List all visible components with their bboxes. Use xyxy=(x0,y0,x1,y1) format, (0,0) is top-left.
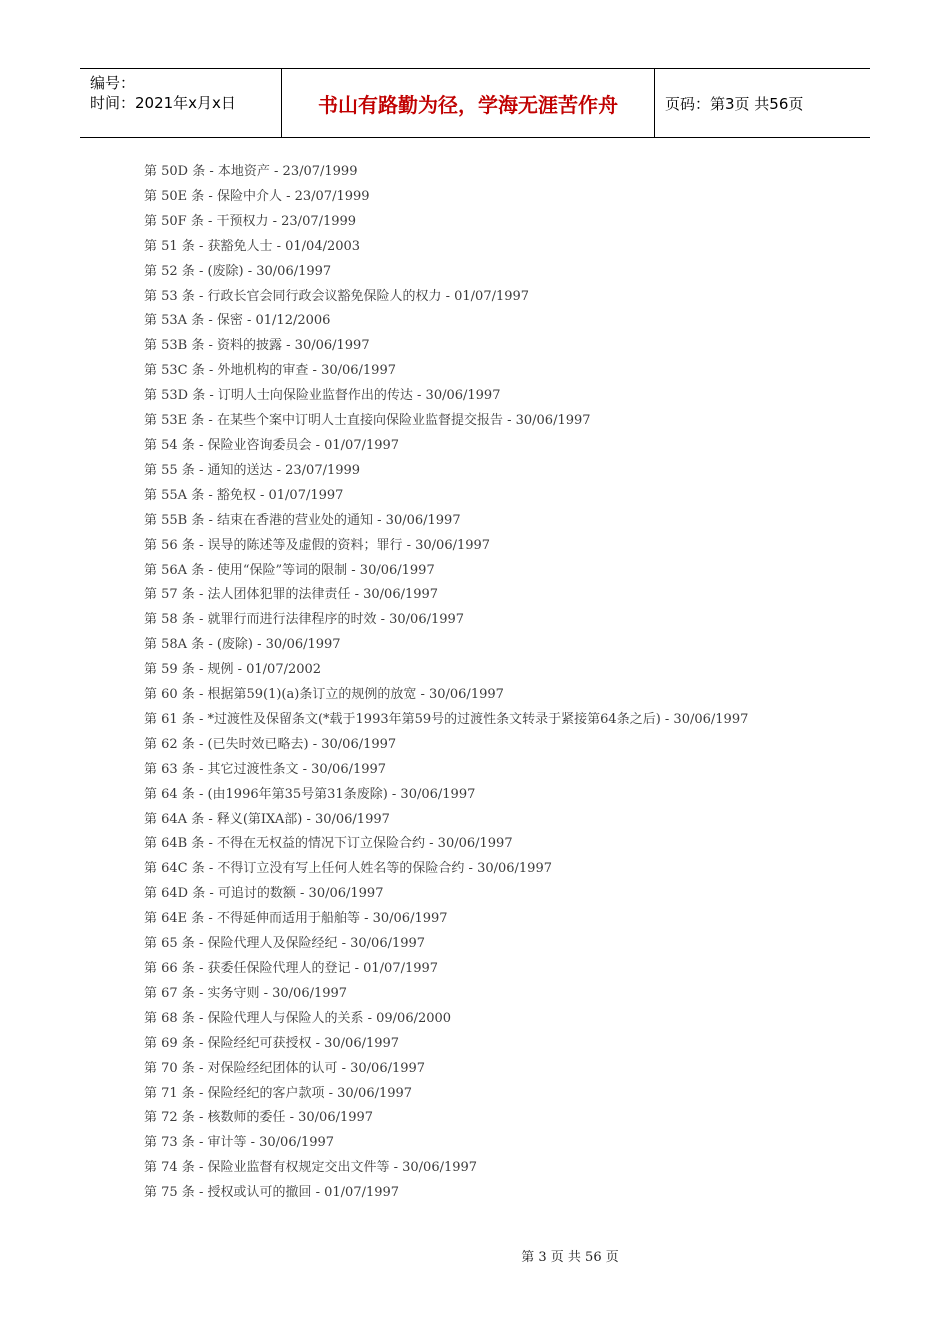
section-list xyxy=(144,160,784,1206)
list-item: 第 55A 条 - 豁免权 - 01/07/1997 xyxy=(144,487,344,503)
list-item: 第 64 条 - (由1996年第35号第31条废除) - 30/06/1997 xyxy=(144,786,476,802)
list-item: 第 53C 条 - 外地机构的审查 - 30/06/1997 xyxy=(144,363,396,379)
list-item: 第 55 条 - 通知的送达 - 23/07/1999 xyxy=(144,462,361,478)
list-item: 第 69 条 - 保险经纪可获授权 - 30/06/1997 xyxy=(144,1035,400,1051)
list-item: 第 56 条 - 误导的陈述等及虚假的资料；罪行 - 30/06/1997 xyxy=(144,537,491,553)
page-info: 页码：第3页 共56页 xyxy=(665,94,804,113)
header-left-cell xyxy=(80,69,282,137)
list-item: 第 66 条 - 获委任保险代理人的登记 - 01/07/1997 xyxy=(144,961,439,976)
list-item: 第 53 条 - 行政长官会同行政会议豁免保险人的权力 - 01/07/1997 xyxy=(144,288,530,304)
list-item: 第 53E 条 - 在某些个案中订明人士直接向保险业监督提交报告 - 30/06/1997 xyxy=(144,413,591,429)
list-item: 第 75 条 - 授权或认可的撤回 - 01/07/1997 xyxy=(144,1185,400,1201)
list-item: 第 64B 条 - 不得在无权益的情况下订立保险合约 - 30/06/1997 xyxy=(144,836,513,852)
list-item: 第 59 条 - 规例 - 01/07/2002 xyxy=(144,662,322,678)
list-item: 第 53D 条 - 订明人士向保险业监督作出的传达 - 30/06/1997 xyxy=(144,388,501,404)
list-item: 第 65 条 - 保险代理人及保险经纪 - 30/06/1997 xyxy=(144,936,426,952)
list-item: 第 58 条 - 就罪行而进行法律程序的时效 - 30/06/1997 xyxy=(144,612,465,628)
list-item: 第 54 条 - 保险业咨询委员会 - 01/07/1997 xyxy=(144,437,400,453)
list-item: 第 52 条 - (废除) - 30/06/1997 xyxy=(144,263,332,279)
list-item: 第 55B 条 - 结束在香港的营业处的通知 - 30/06/1997 xyxy=(144,512,461,528)
list-item: 第 58A 条 - (废除) - 30/06/1997 xyxy=(144,637,341,653)
list-item: 第 64C 条 - 不得订立没有写上任何人姓名等的保险合约 - 30/06/1997 xyxy=(144,861,552,877)
number-label: 编号： xyxy=(90,74,136,92)
date-line: 时间：2021年x月x日 xyxy=(90,94,236,112)
list-item: 第 51 条 - 获豁免人士 - 01/04/2003 xyxy=(144,238,361,254)
list-item: 第 64E 条 - 不得延伸而适用于船舶等 - 30/06/1997 xyxy=(144,911,448,927)
list-item: 第 62 条 - (已失时效已略去) - 30/06/1997 xyxy=(144,736,397,752)
list-item: 第 71 条 - 保险经纪的客户款项 - 30/06/1997 xyxy=(144,1085,413,1101)
list-item: 第 73 条 - 审计等 - 30/06/1997 xyxy=(144,1135,335,1151)
list-item: 第 60 条 - 根据第59(1)(a)条订立的规例的放宽 - 30/06/1997 xyxy=(144,687,504,703)
list-item: 第 53A 条 - 保密 - 01/12/2006 xyxy=(144,313,331,329)
list-item: 第 67 条 - 实务守则 - 30/06/1997 xyxy=(144,985,348,1001)
page-footer: 第 3 页 共 56 页 xyxy=(521,1250,619,1265)
list-item: 第 63 条 - 其它过渡性条文 - 30/06/1997 xyxy=(144,761,387,777)
list-item: 第 74 条 - 保险业监督有权规定交出文件等 - 30/06/1997 xyxy=(144,1160,478,1176)
list-item: 第 57 条 - 法人团体犯罪的法律责任 - 30/06/1997 xyxy=(144,587,439,603)
page-header xyxy=(80,68,870,138)
list-item: 第 70 条 - 对保险经纪团体的认可 - 30/06/1997 xyxy=(144,1060,426,1076)
list-item: 第 53B 条 - 资料的披露 - 30/06/1997 xyxy=(144,338,370,354)
motto: 书山有路勤为径，学海无涯苦作舟 xyxy=(282,69,655,137)
list-item: 第 61 条 - *过渡性及保留条文(*载于1993年第59号的过渡性条文转录于紧接第64条之后) - 30/06/1997 xyxy=(144,711,749,727)
list-item: 第 50D 条 - 本地资产 - 23/07/1999 xyxy=(144,164,358,179)
list-item: 第 50F 条 - 干预权力 - 23/07/1999 xyxy=(144,213,357,229)
list-item: 第 68 条 - 保险代理人与保险人的关系 - 09/06/2000 xyxy=(144,1010,452,1026)
list-item: 第 72 条 - 核数师的委任 - 30/06/1997 xyxy=(144,1110,374,1126)
list-item: 第 56A 条 - 使用“保险”等词的限制 - 30/06/1997 xyxy=(144,562,435,578)
list-item: 第 64A 条 - 释义(第IXA部) - 30/06/1997 xyxy=(144,811,390,827)
list-item: 第 64D 条 - 可追讨的数额 - 30/06/1997 xyxy=(144,886,384,902)
list-item: 第 50E 条 - 保险中介人 - 23/07/1999 xyxy=(144,188,370,204)
